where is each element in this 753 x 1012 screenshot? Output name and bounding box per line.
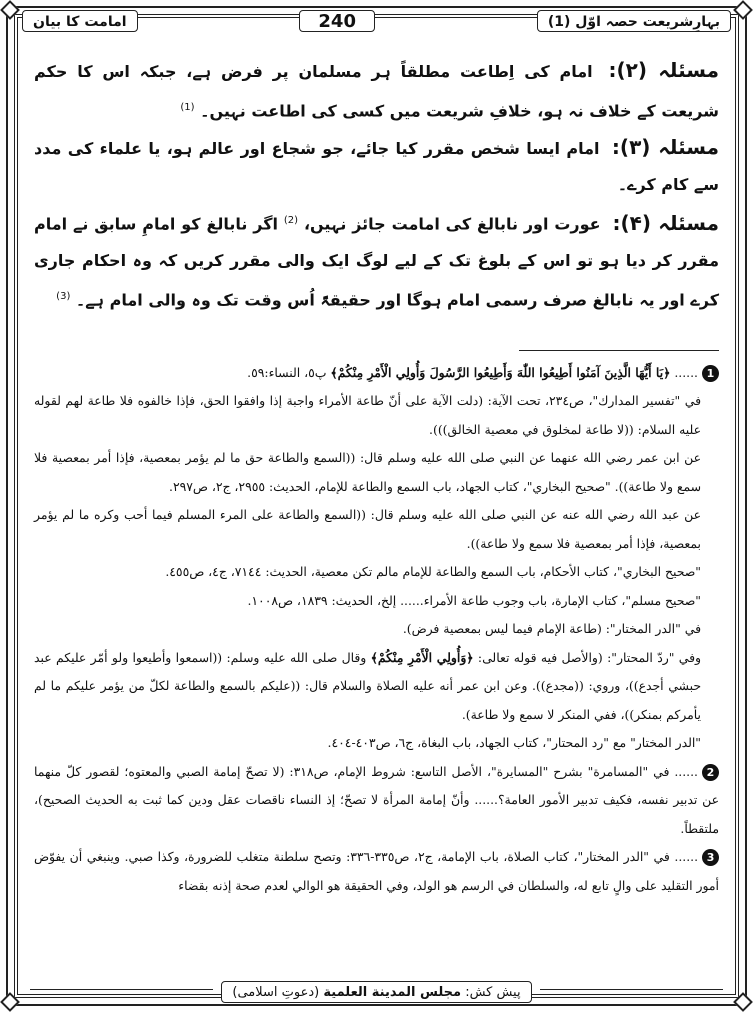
presenter-label: پیش کش: xyxy=(465,985,521,1000)
masala-text-continued: اگر نابالغ کو امامِ سابق نے امام مقرر کر دیا ہو تو اس کے بلوغ تک کے لیے لوگ ایک والی مقرر کریں کہ وہ احکام جاری کرے اور یہ نابالغ صرف رسمی امام ہوگا اور حقیقۃً اُس وقت تک وہ والی امام ہے۔ xyxy=(34,214,719,309)
masala-label: مسئلہ (۴): xyxy=(612,210,720,235)
footnote-number-badge: 3 xyxy=(702,849,719,866)
footnote-text: وفي "ردّ المحتار": (والأصل فيه قوله تعالى: xyxy=(477,649,701,665)
footnote-number-badge: 2 xyxy=(702,764,719,781)
masala-text: امام کی اِطاعت مطلقاً ہر مسلمان پر فرض ہے، جبکہ اس کا حکم شریعت کے خلاف نہ ہو، خلافِ شریعت میں کسی کی اطاعت نہیں۔ xyxy=(34,62,719,121)
footnote-paragraph: عن ابن عمر رضي الله عنهما عن النبي صلى الله عليه وسلم قال: ((السمع والطاعة حق ما لم يؤمر بمعصية، فإذا أمر بمعصية فلا سمع ولا طاعة)). "صحيح البخاري"، كتاب الجهاد، باب السمع والطاعة للإمام، الحديث: ٢٩٥٥، ج٢، ص٢٩٧. xyxy=(34,450,701,494)
page-header xyxy=(22,8,731,34)
footnote-1 xyxy=(34,359,719,388)
publisher-box xyxy=(221,981,531,1003)
footnote-number-badge: 1 xyxy=(702,365,719,382)
footnote-3 xyxy=(34,843,719,900)
book-part-label: بہارِشریعت حصہ اوّل (1) xyxy=(537,10,731,32)
footnote-2 xyxy=(34,758,719,844)
page-footer xyxy=(22,978,731,1006)
citation: پ٥، النساء:٥٩. xyxy=(247,364,327,380)
footnote-text: ...... في "المسامرة" بشرح "المسايرة"، الأصل التاسع: شروط الإمام، ص٣١٨: (لا تصحّ إمامة الصبي والمعتوه؛ لقصور كلّ منهما عن تدبير نفسه، فكيف تدبير الأمور العامة؟...... وأنّ إمامة المرأة لا تصحّ؛ إذ النساء ناقصات عقل ودين كما ثبت به الحديث الصحيح)، ملتقطاً. xyxy=(34,763,719,836)
footnote-paragraph: عن عبد الله رضي الله عنه عن النبي صلى الله عليه وسلم قال: ((السمع والطاعة على المرء المسلم فيما أحب وكره ما لم يؤمر بمعصية، فإذا أمر بمعصية فلا سمع ولا طاعة)). xyxy=(34,507,701,551)
footnote-paragraph xyxy=(34,644,719,730)
quran-verse: ﴿وَأُولِي الْأَمْرِ مِنْكُمْ﴾ xyxy=(370,649,474,665)
footnote-text: ...... في "الدر المختار"، كتاب الصلاة، باب الإمامة، ج٢، ص٣٣٥-٣٣٦: وتصح سلطنة متغلب للضرورة، وكذا صبي. وينبغي أن يفوّض أمور التقليد على والٍ تابع له، والسلطان في الرسم هو الولد، وفي الحقيقة هو الوالي لعدم صحة إذنه بقضاء xyxy=(34,849,719,893)
footnote-text: وقال صلى الله عليه وسلم: ((اسمعوا وأطيعوا ولو أمّر عليكم عبد حبشي أجدع))، وروي: ((مجدع)). وعن ابن عمر أنه عليه الصلاة والسلام قال: ((عليكم بالسمع والطاعة لكلّ من يؤمر عليكم ما لم يأمركم بمنكر))، ففي المنكر لا سمع ولا طاعة). xyxy=(34,649,701,722)
masala-label: مسئلہ (۳): xyxy=(611,135,719,160)
footnote-paragraph: "صحيح البخاري"، كتاب الأحكام، باب السمع والطاعة للإمام مالم تكن معصية، الحديث: ٧١٤٤، ج٤، ص٤٥٥. xyxy=(165,564,701,580)
publisher-name: مجلس المدينة العلمية xyxy=(323,985,462,1000)
page-number: 240 xyxy=(299,10,375,32)
footnote-ref: (2) xyxy=(283,215,299,227)
footnote-paragraph: "صحيح مسلم"، كتاب الإمارة، باب وجوب طاعة الأمراء...... إلخ، الحديث: ١٨٣٩، ص١٠٠٨. xyxy=(247,592,701,608)
footnote-dots: ...... xyxy=(674,364,698,380)
quran-verse: ﴿يَا أَيُّهَا الَّذِينَ آمَنُوا أَطِيعُوا اللّٰهَ وَأَطِيعُوا الرَّسُولَ وَأُولِي الْأَمْرِ مِنْكُمْ﴾ xyxy=(330,364,671,380)
footer-rule xyxy=(30,989,213,995)
masala-label: مسئلہ (۲): xyxy=(608,58,719,82)
footnote-separator xyxy=(519,350,719,351)
masala-2 xyxy=(34,52,719,129)
publisher-sub: (دعوتِ اسلامی) xyxy=(232,985,320,1000)
footnote-paragraph: "الدر المختار" مع "رد المحتار"، كتاب الجهاد، باب البغاة، ج٦، ص٤٠٣-٤٠٤. xyxy=(327,735,701,751)
masala-text: امام ایسا شخص مقرر کیا جائے، جو شجاع اور عالم ہو، یا علماء کی مدد سے کام کرے۔ xyxy=(34,139,719,195)
footnote-paragraph: في "تفسير المدارك"، ص٢٣٤، تحت الآية: (دلت الآية على أنّ طاعة الأمراء واجبة إذا وافقوا الحق، فإذا خالفوه فلا طاعة لهم لقوله عليه السلام: ((لا طاعة لمخلوق في معصية الخالق))). xyxy=(34,393,701,437)
masala-3 xyxy=(34,129,719,203)
footnote-paragraph: في "الدر المختار": (طاعة الإمام فيما ليس بمعصية فرض). xyxy=(402,621,701,637)
footnote-ref: (1) xyxy=(180,102,195,113)
chapter-title: امامت کا بیان xyxy=(22,10,138,32)
footer-rule xyxy=(540,989,723,995)
page-content xyxy=(34,52,719,952)
footnote-ref: (3) xyxy=(56,290,71,302)
masala-4 xyxy=(34,203,719,318)
masala-text: عورت اور نابالغ کی امامت جائز نہیں، xyxy=(303,214,601,234)
